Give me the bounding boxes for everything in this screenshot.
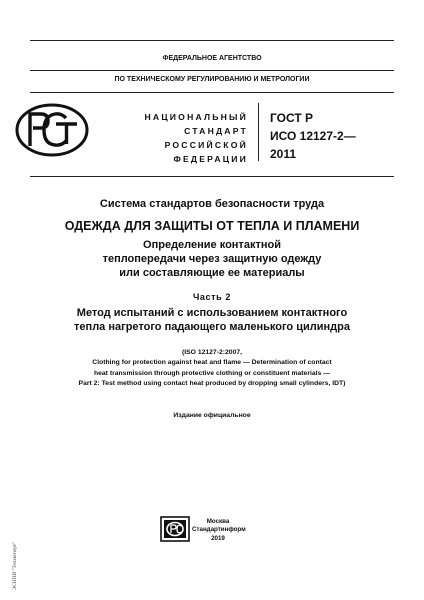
iso-reference-line: Clothing for protection against heat and flame — Determination of contact: [92, 359, 332, 367]
subtitle-line: Определение контактной: [143, 239, 281, 251]
national-standard-label: [118, 110, 248, 166]
standartinform-logo-icon: [160, 516, 190, 542]
publisher-year: 2019: [211, 534, 225, 542]
part-title-line: Метод испытаний с использованием контактного: [76, 307, 348, 319]
publisher-info: [192, 518, 244, 543]
iso-reference-line: (ISO 12127-2:2007,: [181, 349, 243, 356]
edition-label: Издание официальное: [173, 412, 251, 419]
standard-designation: [270, 109, 356, 163]
agency-line-2: ПО ТЕХНИЧЕСКОМУ РЕГУЛИРОВАНИЮ И МЕТРОЛОГИИ: [114, 76, 310, 83]
main-title: ОДЕЖДА ДЛЯ ЗАЩИТЫ ОТ ТЕПЛА И ПЛАМЕНИ: [64, 219, 360, 233]
header-divider: [30, 92, 394, 93]
watermark: [2, 520, 16, 598]
part-title: [40, 306, 384, 334]
header-vertical-divider: [258, 103, 259, 161]
subtitle-line: или составляющие ее материалы: [119, 267, 305, 279]
national-standard-line: НАЦИОНАЛЬНЫЙ: [144, 112, 248, 122]
rst-logo-icon: [14, 102, 90, 158]
part-title-line: тепла нагретого падающего маленького цилиндра: [74, 321, 350, 333]
series-title: Система стандартов безопасности труда: [99, 198, 325, 210]
national-standard-line: ФЕДЕРАЦИИ: [173, 154, 248, 164]
iso-reference-line: heat transmission through protective clothing or constituent materials —: [93, 369, 331, 377]
part-label: Часть 2: [193, 292, 231, 302]
designation-line: ГОСТ Р: [270, 111, 314, 125]
designation-line: ИСО 12127-2—: [270, 129, 356, 143]
title-block-top-rule: [30, 176, 394, 177]
iso-reference-block: [20, 348, 404, 390]
national-standard-line: СТАНДАРТ: [184, 126, 248, 136]
designation-line: 2011: [270, 147, 297, 161]
top-rule: [30, 40, 394, 41]
agency-line-1: ФЕДЕРАЛЬНОЕ АГЕНТСТВО: [162, 55, 262, 62]
national-standard-line: РОССИЙСКОЙ: [164, 140, 248, 150]
subtitle: [40, 238, 384, 280]
iso-reference-line: Part 2: Test method using contact heat produced by dropping small cylinders, IDT): [78, 380, 346, 388]
subtitle-line: теплопередачи через защитную одежду: [102, 253, 322, 265]
publisher-city: Москва: [206, 518, 230, 525]
publisher-name: Стандартинформ: [192, 526, 246, 534]
watermark-text: ЭСНПИ "Техэксперт": [12, 541, 18, 590]
agency-divider: [30, 70, 394, 71]
